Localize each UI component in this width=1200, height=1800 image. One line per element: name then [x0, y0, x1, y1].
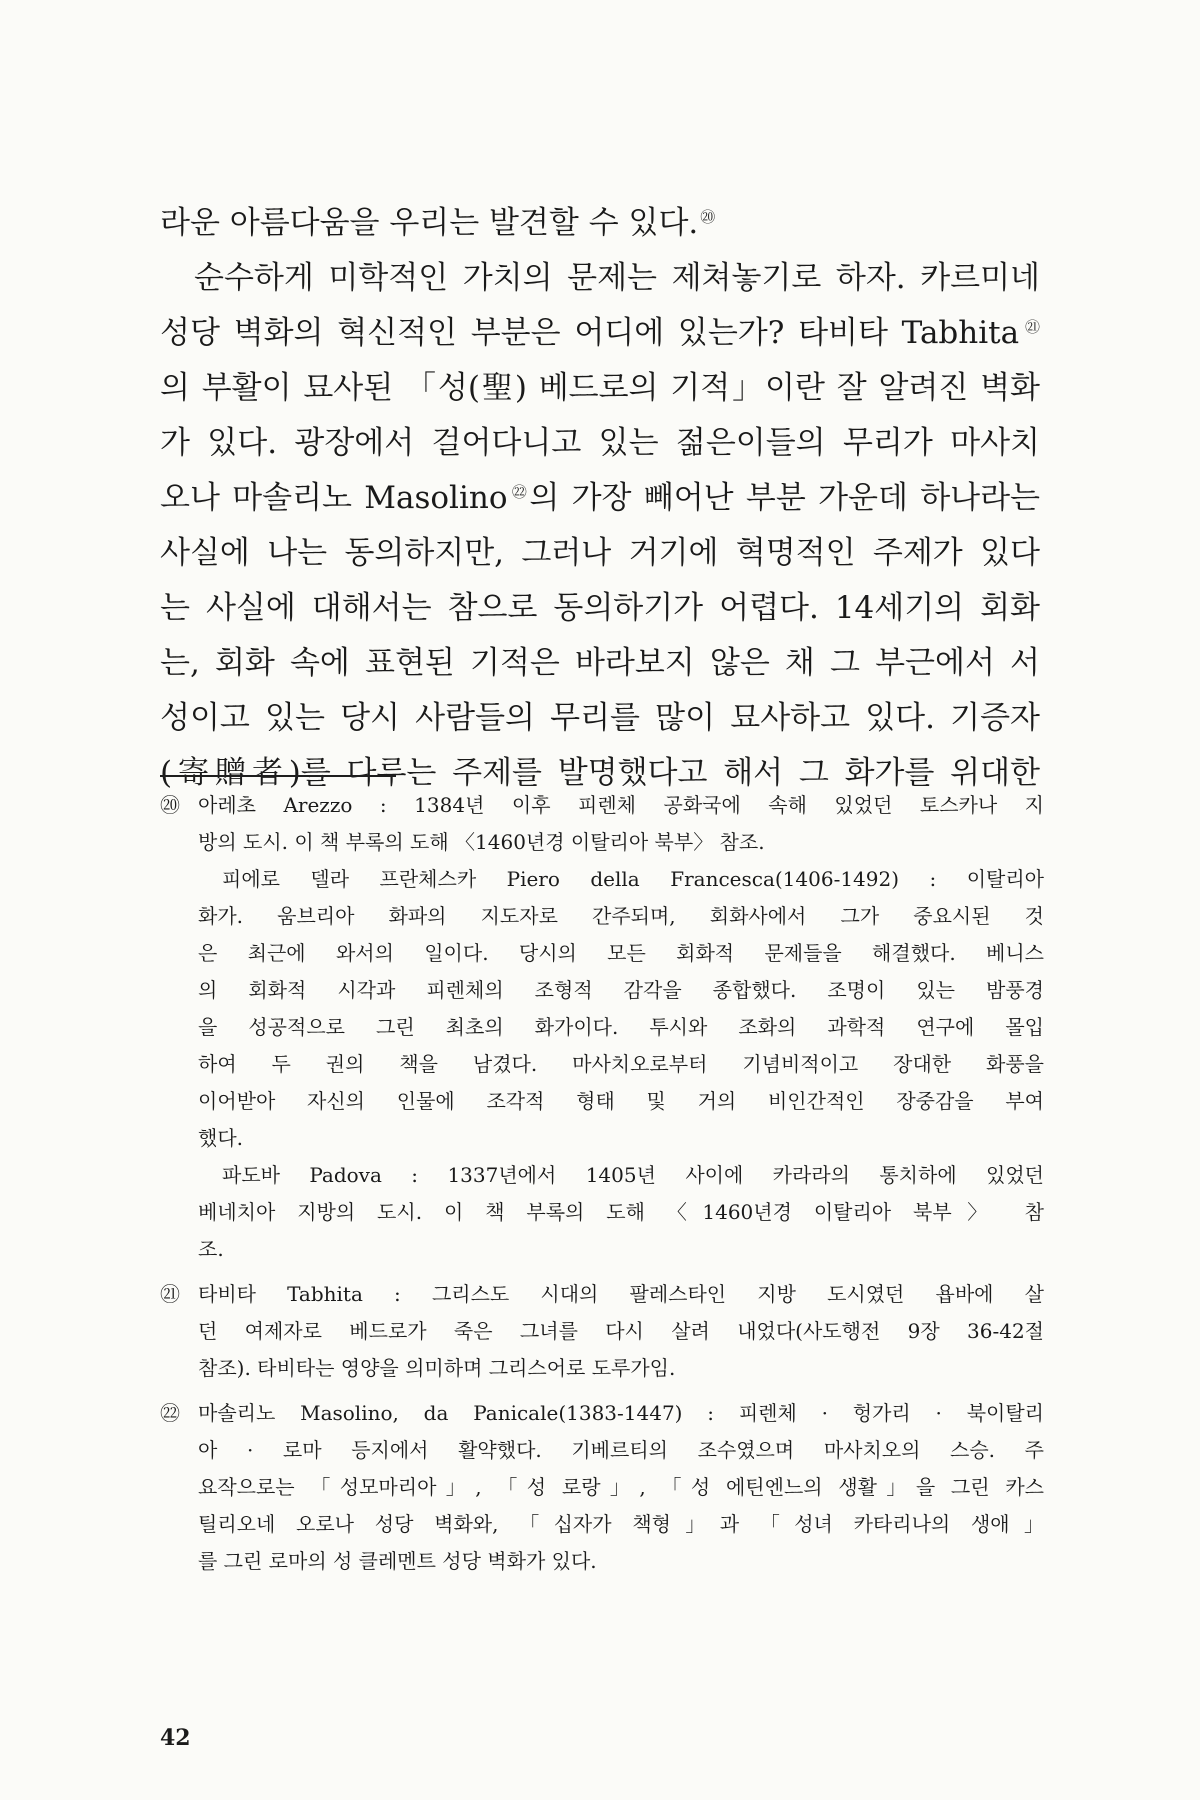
footnote-22-line-3: 요작으로는 「성모마리아」, 「성 로랑」, 「성 에틴엔느의 생활」을 그린 카스	[198, 1475, 1044, 1499]
body-line-9: 는, 회화 속에 표현된 기적은 바라보지 않은 채 그 부근에서 서	[160, 645, 1040, 681]
footnote-20-sub1-line-3: 은 최근에 와서의 일이다. 당시의 모든 회화적 문제들을 해결했다. 베니스	[198, 941, 1044, 965]
footnote-22-line-1	[160, 1395, 1044, 1432]
body-line-7: 사실에 나는 동의하지만, 그러나 거기에 혁명적인 주제가 있다	[160, 535, 1040, 571]
body-line-1	[160, 196, 1040, 251]
footnote-21-line-3: 참조). 타비타는 영양을 의미하며 그리스어로 도루가임.	[198, 1356, 676, 1380]
body-line-8: 는 사실에 대해서는 참으로 동의하기가 어렵다. 14세기의 회화	[160, 590, 1040, 626]
footnote-20-line-2: 방의 도시. 이 책 부록의 도해 〈1460년경 이탈리아 북부〉 참조.	[198, 830, 765, 854]
body-line-3	[160, 306, 1040, 361]
footnote-20-sub1-line-2: 화가. 움브리아 화파의 지도자로 간주되며, 회화사에서 그가 중요시된 것	[198, 904, 1044, 928]
body-line-6-text: 오나 마솔리노 Masolino	[160, 480, 508, 516]
footnote-20-sub2-line-2: 베네치아 지방의 도시. 이 책 부록의 도해 〈1460년경 이탈리아 북부〉 참	[198, 1200, 1044, 1224]
footnote-22-line-4: 틸리오네 오로나 성당 벽화와, 「십자가 책형」과 「성녀 카타리나의 생애」	[198, 1512, 1044, 1536]
body-line-10: 성이고 있는 당시 사람들의 무리를 많이 묘사하고 있다. 기증자	[160, 700, 1040, 736]
footnote-20-sub1-line-8: 했다.	[198, 1126, 243, 1150]
footnote-21-line-1	[160, 1276, 1044, 1313]
footnote-20-sub1-line-1: 피에로 델라 프란체스카 Piero della Francesca(1406-1492) : 이탈리아	[222, 867, 1044, 891]
note-ref-20: ⑳	[700, 207, 716, 226]
footnote-20-sub1-line-4: 의 회화적 시각과 피렌체의 조형적 감각을 종합했다. 조명이 있는 밤풍경	[198, 978, 1044, 1002]
body-line-1-text: 라운 아름다움을 우리는 발견할 수 있다.	[160, 205, 699, 241]
page-number: 42	[160, 1725, 191, 1751]
footnote-21-line-2: 던 여제자로 베드로가 죽은 그녀를 다시 살려 내었다(사도행전 9장 36-42절	[198, 1319, 1044, 1343]
footnote-21-line-1-text: 타비타 Tabhita : 그리스도 시대의 팔레스타인 지방 도시였던 욥바에 살	[198, 1282, 1044, 1306]
body-text	[160, 196, 1040, 801]
note-ref-21: ㉑	[1021, 317, 1040, 336]
footnote-22-line-2: 아 · 로마 등지에서 활약했다. 기베르티의 조수였으며 마사치오의 스승. 주	[198, 1438, 1044, 1462]
footnote-21-marker: ㉑	[160, 1282, 180, 1306]
body-line-11: (寄贈者)를 다루는 주제를 발명했다고 해서 그 화가를 위대한	[160, 755, 1040, 791]
footnote-20-sub1-line-6: 하여 두 권의 책을 남겼다. 마사치오로부터 기념비적이고 장대한 화풍을	[198, 1052, 1044, 1076]
body-line-6	[160, 471, 1040, 526]
body-line-5: 가 있다. 광장에서 걸어다니고 있는 젊은이들의 무리가 마사치	[160, 425, 1040, 461]
footnotes	[160, 787, 1044, 1588]
body-line-4: 의 부활이 묘사된 「성(聖) 베드로의 기적」이란 잘 알려진 벽화	[160, 370, 1040, 406]
footnote-20	[160, 787, 1044, 1268]
footnote-20-line-1-text: 아레초 Arezzo : 1384년 이후 피렌체 공화국에 속해 있었던 토스카나 지	[198, 793, 1044, 817]
footnote-20-marker: ⑳	[160, 793, 180, 817]
footnote-22-line-1-text: 마솔리노 Masolino, da Panicale(1383-1447) : 피렌체 · 헝가리 · 북이탈리	[198, 1401, 1044, 1425]
body-line-3-text: 성당 벽화의 혁신적인 부분은 어디에 있는가? 타비타 Tabhita	[160, 315, 1020, 351]
footnote-22	[160, 1395, 1044, 1580]
footnote-20-sub2-line-1: 파도바 Padova : 1337년에서 1405년 사이에 카라라의 통치하에 있었던	[222, 1163, 1044, 1187]
footnote-20-sub1-line-7: 이어받아 자신의 인물에 조각적 형태 및 거의 비인간적인 장중감을 부여	[198, 1089, 1044, 1113]
body-line-6-tail: 의 가장 빼어난 부분 가운데 하나라는	[529, 480, 1040, 516]
footnote-22-line-5: 를 그린 로마의 성 클레멘트 성당 벽화가 있다.	[198, 1549, 597, 1573]
body-line-2: 순수하게 미학적인 가치의 문제는 제쳐놓기로 하자. 카르미네	[194, 260, 1040, 296]
footnote-20-line-1	[160, 787, 1044, 824]
footnote-20-sub1-line-5: 을 성공적으로 그린 최초의 화가이다. 투시와 조화의 과학적 연구에 몰입	[198, 1015, 1044, 1039]
footnote-22-marker: ㉒	[160, 1401, 180, 1425]
footnote-21	[160, 1276, 1044, 1387]
footnote-20-sub2-line-3: 조.	[198, 1237, 224, 1261]
footnote-divider	[160, 775, 396, 777]
note-ref-22: ㉒	[509, 482, 530, 501]
